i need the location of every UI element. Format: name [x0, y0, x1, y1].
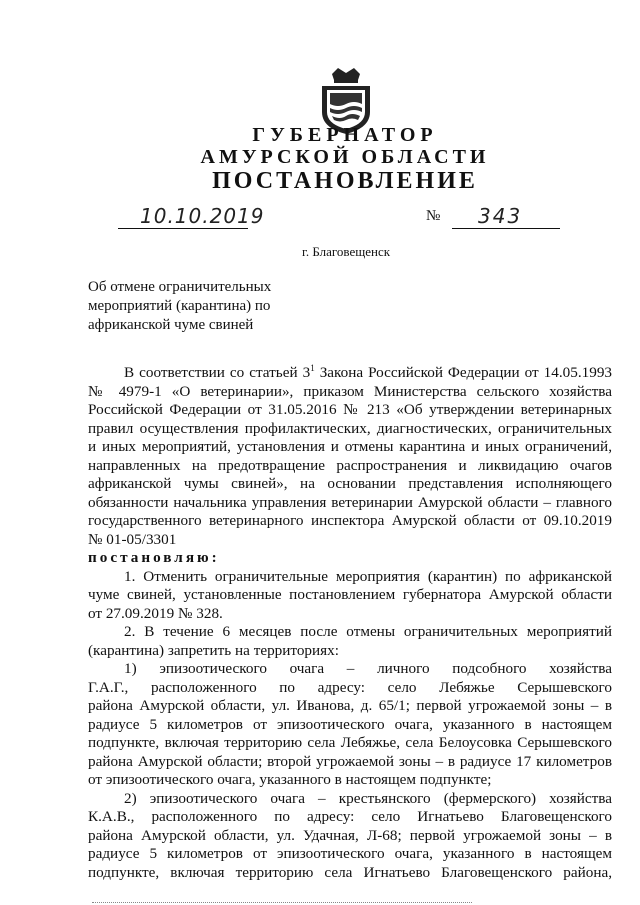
preamble-line: направленных на предотвращение распространения и ликвидацию очагов — [88, 456, 612, 474]
subject-line: мероприятий (карантина) по — [88, 298, 271, 314]
scan-edge-mark — [92, 902, 472, 903]
subject-line: африканской чуме свиней — [88, 317, 254, 333]
document-body — [88, 364, 612, 882]
subparagraph-1-line: 1) эпизоотического очага – личного подсобного хозяйства — [124, 660, 612, 677]
decree-word: постановляю: — [88, 549, 220, 566]
preamble-line: № 01-05/3301 — [88, 530, 177, 548]
subject-line: Об отмене ограничительных — [88, 279, 272, 295]
paragraph-1-line: 1. Отменить ограничительные мероприятия (карантин) по африканской — [124, 567, 612, 585]
article-superscript: 1 — [310, 362, 315, 373]
issue-city: г. Благовещенск — [302, 244, 391, 259]
document-subject — [88, 278, 318, 335]
subparagraph-1-line: Г.А.Г., расположенного по адресу: село Лебяжье Серышевского — [88, 678, 612, 696]
issuer-region: АМУРСКОЙ ОБЛАСТИ — [200, 146, 490, 168]
preamble-line: обязанности начальника управления ветеринарии Амурской области – главного — [88, 493, 612, 511]
preamble-line: африканской чумы свиней», на основании представления исполняющего — [88, 475, 612, 492]
subparagraph-2-line: подпункте, включая территорию села Игнатьево Благовещенского района, — [88, 863, 612, 881]
subparagraph-2-line: 2) эпизоотического очага – крестьянского (фермерского) хозяйства — [124, 789, 612, 807]
document-type: ПОСТАНОВЛЕНИЕ — [212, 168, 478, 194]
subparagraph-1-line: от эпизоотического очага, указанного в настоящем подпункте; — [88, 771, 492, 788]
paragraph-2-line: (карантина) запретить на территориях: — [88, 641, 339, 659]
paragraph-1-line: от 27.09.2019 № 328. — [88, 604, 223, 622]
preamble-line: и иных мероприятий, установления и отмены карантина и иных ограничений, — [88, 438, 612, 455]
preamble-line: Российской Федерации от 31.05.2016 № 213 «Об утверждении ветеринарных — [88, 401, 612, 418]
subparagraph-1-line: района Амурской области; второй угрожаемой зоны – в радиусе 17 километров — [88, 752, 612, 770]
subparagraph-1-line: подпункте, включая территорию села Лебяжье, села Белоусовка Серышевского — [88, 734, 612, 751]
subparagraph-2-line: района Амурской области, ул. Удачная, Л-68; первой угрожаемой зоны – в — [88, 826, 612, 844]
preamble-line: государственного ветеринарного инспектора Амурской области от 09.10.2019 — [88, 512, 612, 529]
preamble-line: В соответствии со статьей $3^1$ Закона Российской Федерации от 14.05.1993 — [124, 362, 613, 381]
subparagraph-2-line: радиусе 5 километров от эпизоотического очага, указанного в настоящем — [88, 845, 612, 862]
date-underline — [118, 228, 248, 229]
paragraph-2-line: 2. В течение 6 месяцев после отмены ограничительных мероприятий — [124, 623, 612, 640]
subparagraph-2-line: К.А.В., расположенного по адресу: село Игнатьево Благовещенского — [88, 808, 612, 825]
preamble-line: правил осуществления профилактических, диагностических, ограничительных — [88, 419, 612, 437]
subparagraph-1-line: района Амурской области, ул. Иванова, д. 65/1; первой угрожаемой зоны – в — [88, 697, 612, 714]
number-underline — [452, 228, 560, 229]
preamble-line: № 4979-1 «О ветеринарии», приказом Министерства сельского хозяйства — [88, 382, 612, 400]
number-sign: № — [426, 208, 441, 224]
subparagraph-1-line: радиусе 5 километров от эпизоотического очага, указанного в настоящем — [88, 715, 612, 733]
number-field — [452, 204, 564, 230]
date-field — [118, 204, 265, 230]
document-date: 10.10.2019 — [140, 204, 265, 228]
document-number: 343 — [478, 204, 523, 228]
paragraph-1-line: чуме свиней, установленные постановлением губернатора Амурской области — [88, 586, 612, 603]
issuer-title: ГУБЕРНАТОР — [252, 124, 438, 146]
